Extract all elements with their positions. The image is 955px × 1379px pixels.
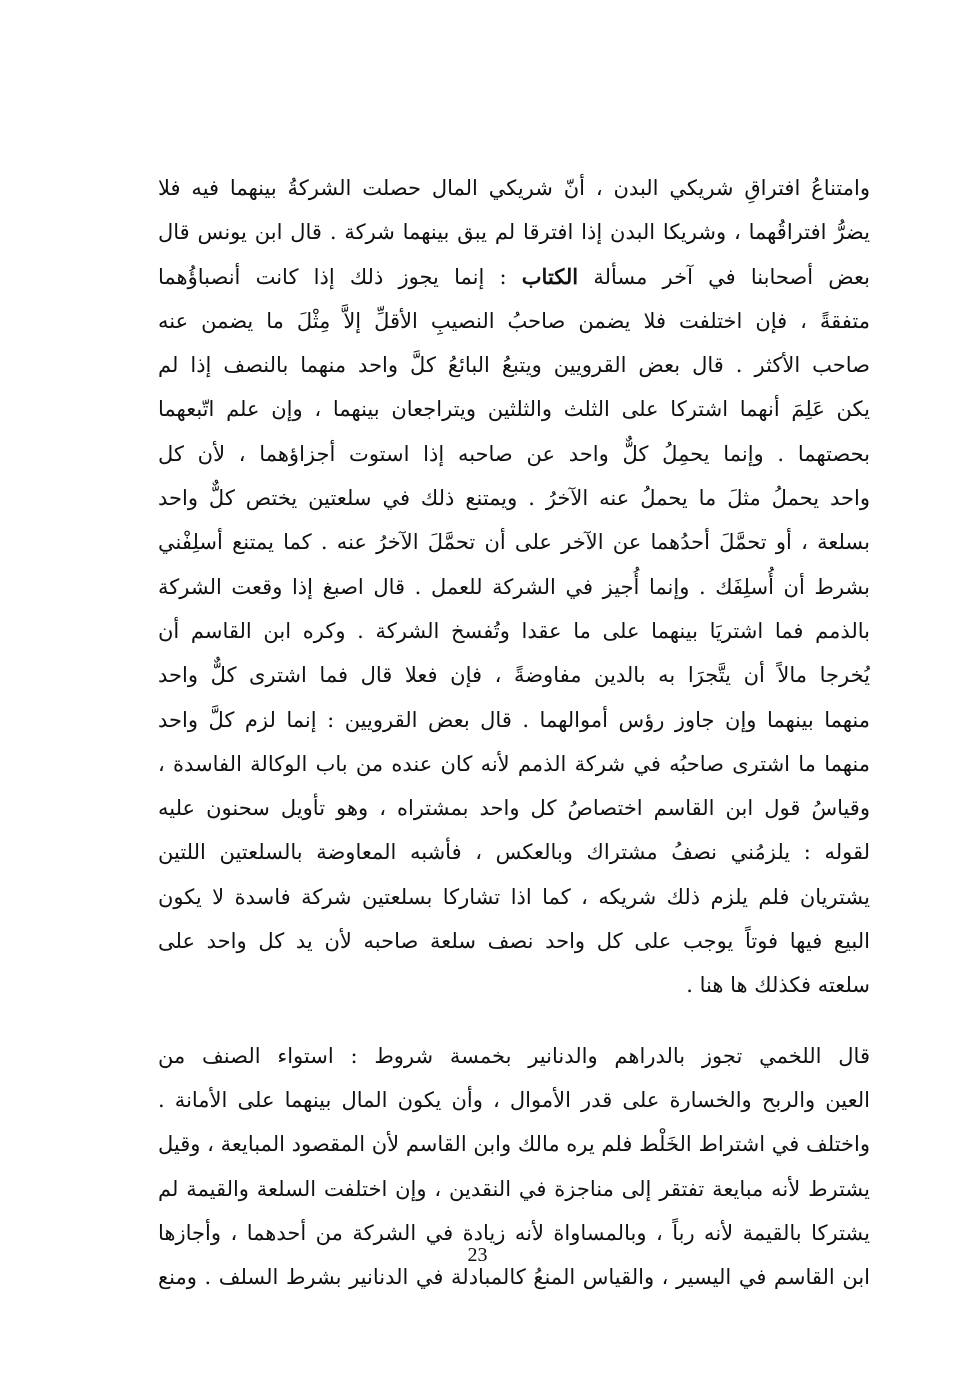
document-body: [158, 166, 870, 1299]
text-line: بشرط أن أُسلِفَك . وإنما أُجيز في الشركة للعمل . قال اصبغ إذا وقعت الشركة: [158, 574, 870, 599]
book-title: الكتاب: [521, 263, 579, 289]
text-line: صاحب الأكثر . قال بعض القرويين ويتبعُ البائعُ كلَّ واحد منهما بالنصف إذا لم: [158, 353, 870, 378]
text-line: البيع فيها فوتاً يوجب على كل واحد نصف سلعة صاحبه لأن يد كل واحد على: [158, 929, 870, 954]
text-segment: : إنما يجوز ذلك إذا كانت أنصباؤُهما: [158, 264, 522, 289]
text-line: منهما ما اشترى صاحبُه في شركة الذمم لأنه كان عنده من باب الوكالة الفاسدة ،: [158, 751, 870, 776]
paragraph-spacer: [158, 1008, 870, 1034]
text-line: يشترط لأنه مبايعة تفتقر إلى مناجزة في النقدين ، وإن اختلفت السلعة والقيمة لم: [158, 1176, 870, 1201]
text-line: يشتركا بالقيمة لأنه رباً ، وبالمساواة لأنه زيادة في الشركة من أحدهما ، وأجازها: [158, 1220, 870, 1245]
paragraph-1: [158, 166, 870, 1008]
text-line: واختلف في اشتراط الخَلْط فلم يره مالك وابن القاسم لأن المقصود المبايعة ، وقيل: [158, 1132, 870, 1157]
page-number: 23: [467, 1244, 488, 1266]
text-line: يكن عَلِمَ أنهما اشتركا على الثلث والثلثين ويتراجعان بينهما ، وإن علم اتّبعهما: [158, 397, 870, 422]
text-line: قال اللخمي تجوز بالدراهم والدنانير بخمسة شروط : استواء الصنف من: [158, 1043, 870, 1068]
text-line: بسلعة ، أو تحمَّلَ أحدُهما عن الآخر على أن تحمَّلَ الآخرُ عنه . كما يمتنع أسلِفْني: [158, 530, 870, 555]
text-line: بحصتهما . وإنما يحمِلُ كلٌّ واحد عن صاحبه إذا استوت أجزاؤهما ، لأن كل: [158, 441, 870, 466]
text-line: يُخرجا مالاً أن يتَّجرَا به بالدين مفاوضةً ، فإن فعلا قال فما اشترى كلٌّ واحد: [158, 663, 870, 688]
text-line: يشتريان فلم يلزم ذلك شريكه ، كما اذا تشاركا بسلعتين شركة فاسدة لا يكون: [158, 884, 870, 909]
text-line: لقوله : يلزمُني نصفُ مشتراك وبالعكس ، فأشبه المعاوضة بالسلعتين اللتين: [158, 840, 870, 865]
text-line: وقياسُ قول ابن القاسم اختصاصُ كل واحد بمشتراه ، وهو تأويل سحنون عليه: [158, 796, 870, 821]
text-line: متفقةً ، فإن اختلفت فلا يضمن صاحبُ النصيبِ الأقلِّ إلاَّ مِثْلَ ما يضمن عنه: [158, 308, 870, 333]
text-line: ابن القاسم في اليسير ، والقياس المنعُ كالمبادلة في الدنانير بشرط السلف . ومنع: [158, 1265, 870, 1290]
text-line: سلعته فكذلك ها هنا .: [686, 973, 870, 998]
text-line: منهما بينهما وإن جاوز رؤس أموالهما . قال بعض القرويين : إنما لزم كلَّ واحد: [158, 707, 870, 732]
text-segment: بعض أصحابنا في آخر مسألة: [578, 264, 870, 289]
text-line: يضرُّ افتراقُهما ، وشريكا البدن إذا افترقا لم يبق بينهما شركة . قال ابن يونس قال: [158, 220, 870, 245]
text-line: بالذمم فما اشتريَا بينهما على ما عقدا وتُفسخ الشركة . وكره ابن القاسم أن: [158, 618, 870, 643]
text-line: [158, 255, 870, 299]
text-line: وامتناعُ افتراقِ شريكي البدن ، أنّ شريكي المال حصلت الشركةُ بينهما فيه فلا: [158, 176, 870, 200]
text-line: واحد يحملُ مثلَ ما يحملُ عنه الآخرُ . ويمتنع ذلك في سلعتين يختص كلٌّ واحد: [158, 486, 870, 511]
text-line: العين والربح والخسارة على قدر الأموال ، وأن يكون المال بينهما على الأمانة .: [158, 1087, 870, 1112]
